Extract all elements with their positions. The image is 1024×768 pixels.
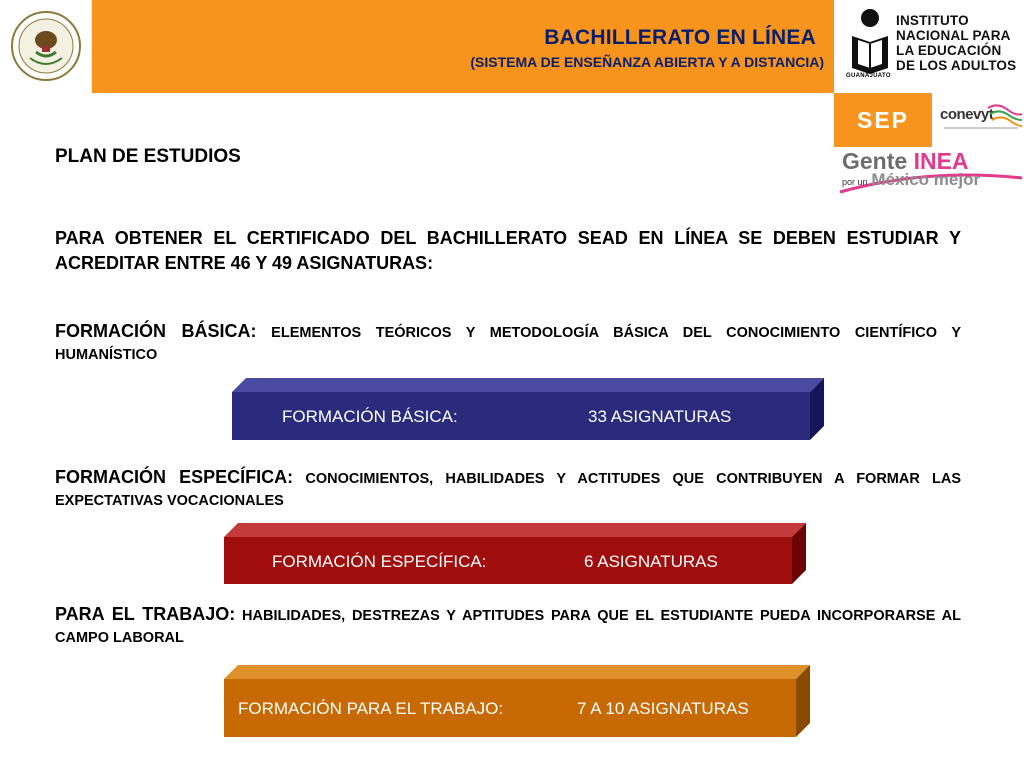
page-subtitle: (SISTEMA DE ENSEÑANZA ABIERTA Y A DISTANCIA) [470, 54, 824, 70]
formacion-especifica-description: FORMACIÓN ESPECÍFICA: CONOCIMIENTOS, HABILIDADES Y ACTITUDES QUE CONTRIBUYEN A FORMAR LAS EXPECTATIVAS VOCACIONALES [55, 467, 962, 509]
sep-logo-text: SEP [856, 106, 910, 133]
page-title: BACHILLERATO EN LÍNEA [544, 26, 816, 49]
formacion-especifica-heading: FORMACIÓN ESPECÍFICA: [55, 467, 294, 487]
header-banner [92, 0, 834, 93]
bar-trabajo-label: FORMACIÓN PARA EL TRABAJO: [238, 699, 504, 718]
formacion-basica-heading: FORMACIÓN BÁSICA: [55, 321, 257, 341]
bar-basica-count: 33 ASIGNATURAS [588, 407, 732, 426]
sep-logo [834, 93, 932, 147]
bar-especifica-label: FORMACIÓN ESPECÍFICA: [272, 552, 487, 571]
bar-trabajo-count: 7 A 10 ASIGNATURAS [577, 699, 749, 718]
formacion-trabajo-heading: PARA EL TRABAJO: [55, 604, 236, 624]
formacion-basica-bar [232, 378, 824, 440]
intro-paragraph: PARA OBTENER EL CERTIFICADO DEL BACHILLERATO SEAD EN LÍNEA SE DEBEN ESTUDIAR Y ACREDITAR ENTRE 46 Y 49 ASIGNATURAS: [55, 228, 961, 273]
mexican-seal-logo [0, 0, 92, 93]
inea-state-label: GUANAJUATO [846, 73, 891, 79]
formacion-trabajo-bar [224, 665, 810, 737]
bar-basica-label: FORMACIÓN BÁSICA: [282, 407, 458, 426]
inea-name: INSTITUTO NACIONAL PARA LA EDUCACIÓN DE LOS ADULTOS [896, 13, 1017, 73]
gente-inea-logo: Gente INEA por un México mejor [836, 148, 1024, 198]
formacion-especifica-bar [224, 523, 806, 584]
inea-logo [834, 0, 1024, 93]
formacion-trabajo-description: PARA EL TRABAJO: HABILIDADES, DESTREZAS Y APTITUDES PARA QUE EL ESTUDIANTE PUEDA INCORPORARSE AL CAMPO LABORAL [55, 604, 961, 646]
formacion-basica-description: FORMACIÓN BÁSICA: ELEMENTOS TEÓRICOS Y METODOLOGÍA BÁSICA DEL CONOCIMIENTO CIENTÍFICO Y HUMANÍSTICO [55, 321, 962, 363]
bar-especifica-count: 6 ASIGNATURAS [584, 552, 718, 571]
section-heading: PLAN DE ESTUDIOS [55, 146, 241, 167]
conevyt-logo [936, 100, 1024, 140]
conevyt-logo-text: conevyt [940, 106, 994, 123]
